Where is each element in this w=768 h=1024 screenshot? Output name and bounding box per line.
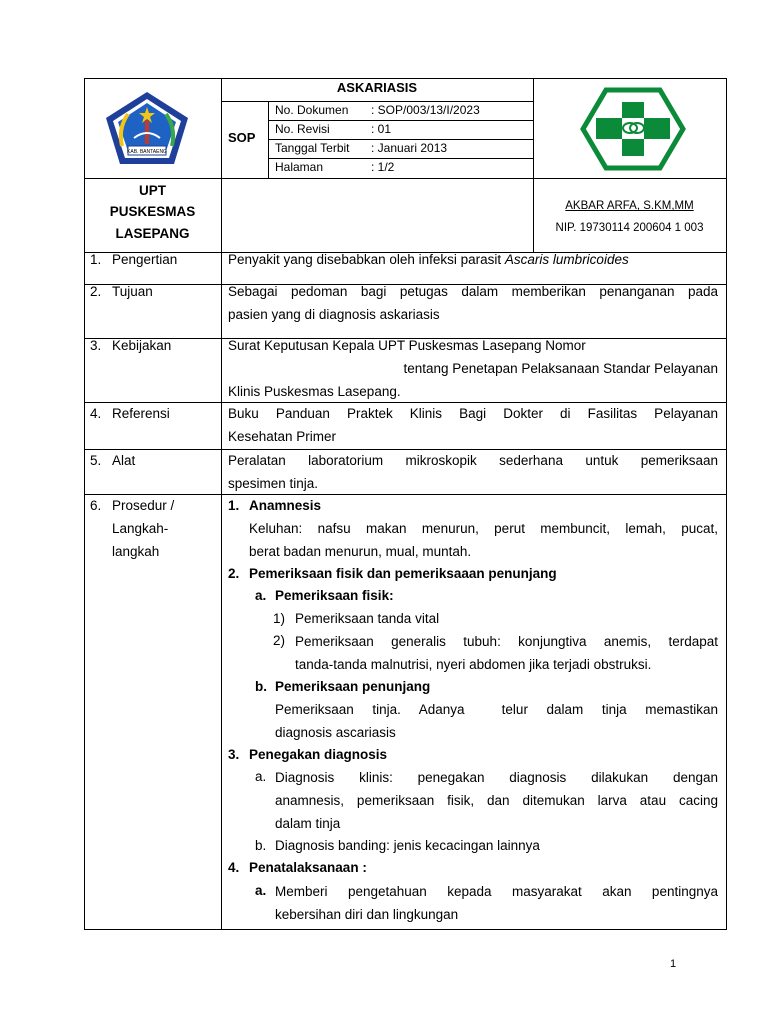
document-title: ASKARIASIS [336, 80, 418, 95]
step-2b-num: b. [255, 679, 267, 694]
row-label-referensi: 4. Referensi [90, 406, 170, 421]
row-content-alat: Peralatan laboratorium mikroskopik sederhana untuk pemeriksaan spesimen tinja. [228, 453, 718, 491]
row-label-kebijakan: 3. Kebijakan [90, 338, 172, 353]
step-3-title: Penegakan diagnosis [249, 747, 388, 762]
field-no-dokumen-value: : SOP/003/13/I/2023 [371, 103, 480, 117]
field-no-revisi-label: No. Revisi [275, 122, 330, 136]
puskesmas-logo [580, 87, 686, 171]
step-3b-num: b. [255, 838, 267, 853]
org-line-1: UPT [139, 183, 166, 198]
row-content-referensi: Buku Panduan Praktek Klinis Bagi Dokter di Fasilitas Pelayanan Kesehatan Primer [228, 406, 718, 444]
row-content-kebijakan: Surat Keputusan Kepala UPT Puskesmas Lasepang Nomor tentang Penetapan Pelaksanaan Standar Pelayanan Klinis Puskesmas Lasepang. [228, 338, 718, 399]
step-3a-text: Diagnosis klinis: penegakan diagnosis dilakukan dengan anamnesis, pemeriksaan fisik, dan ditemukan larva atau cacing dalam tinja [275, 770, 718, 831]
step-2a-num: a. [255, 588, 267, 603]
row-content-pengertian: Penyakit yang disebabkan oleh infeksi parasit Ascaris lumbricoides [228, 252, 629, 267]
field-tanggal-terbit-value: : Januari 2013 [371, 141, 448, 155]
field-tanggal-terbit-label: Tanggal Terbit [275, 141, 350, 155]
step-3a-num: a. [255, 769, 267, 784]
step-3b-text: Diagnosis banding: jenis kecacingan lainnya [275, 838, 540, 853]
row-label-prosedur-line2: Langkah- [112, 521, 169, 536]
step-4a-num: a. [255, 883, 267, 898]
step-2a1-num: 1) [273, 611, 286, 626]
step-2-num: 2. [228, 566, 240, 581]
emblem-ribbon-text: KAB. BANTAENG [127, 149, 167, 155]
step-2b-title: Pemeriksaan penunjang [275, 679, 431, 694]
kabupaten-emblem-logo [104, 90, 190, 166]
page-number: 1 [670, 958, 677, 970]
signer-nip: NIP. 19730114 200604 1 003 [555, 222, 704, 234]
row-label-alat: 5. Alat [90, 453, 136, 468]
field-halaman-label: Halaman [275, 160, 324, 174]
step-3-num: 3. [228, 747, 240, 762]
org-line-2: PUSKESMAS [109, 204, 196, 219]
step-2a1-text: Pemeriksaan tanda vital [295, 611, 440, 626]
sop-label: SOP [228, 130, 256, 145]
step-4-num: 4. [228, 860, 240, 875]
step-2-title: Pemeriksaan fisik dan pemeriksaaan penunjang [249, 566, 557, 581]
signer-name: AKBAR ARFA, S.KM,MM [565, 200, 694, 212]
row-label-pengertian: 1. Pengertian [90, 252, 178, 267]
field-no-dokumen-label: No. Dokumen [275, 103, 349, 117]
row-content-tujuan: Sebagai pedoman bagi petugas dalam memberikan penanganan pada pasien yang di diagnosis askariasis [228, 284, 718, 322]
field-no-revisi-value: : 01 [371, 122, 392, 136]
step-2a-title: Pemeriksaan fisik: [275, 588, 394, 603]
step-4-title: Penatalaksanaan : [249, 860, 367, 875]
org-line-3: LASEPANG [115, 226, 190, 241]
step-1-title: Anamnesis [249, 498, 322, 513]
field-halaman-value: : 1/2 [371, 160, 395, 174]
step-4a-text: Memberi pengetahuan kepada masyarakat akan pentingnya kebersihan diri dan lingkungan [275, 884, 718, 922]
step-1-text: Keluhan: nafsu makan menurun, perut membuncit, lemah, pucat, berat badan menurun, mual, muntah. [249, 521, 718, 559]
step-2a2-text: Pemeriksaan generalis tubuh: konjungtiva anemis, terdapat tanda-tanda malnutrisi, nyeri abdomen jika terjadi obstruksi. [295, 634, 718, 672]
step-2a2-num: 2) [273, 633, 286, 648]
row-label-prosedur: 6. Prosedur / [90, 498, 175, 513]
row-label-tujuan: 2. Tujuan [90, 284, 153, 299]
row-label-prosedur-line3: langkah [112, 544, 160, 559]
step-1-num: 1. [228, 498, 240, 513]
step-2b-text: Pemeriksaan tinja. Adanya telur dalam tinja memastikan diagnosis ascariasis [275, 702, 718, 740]
